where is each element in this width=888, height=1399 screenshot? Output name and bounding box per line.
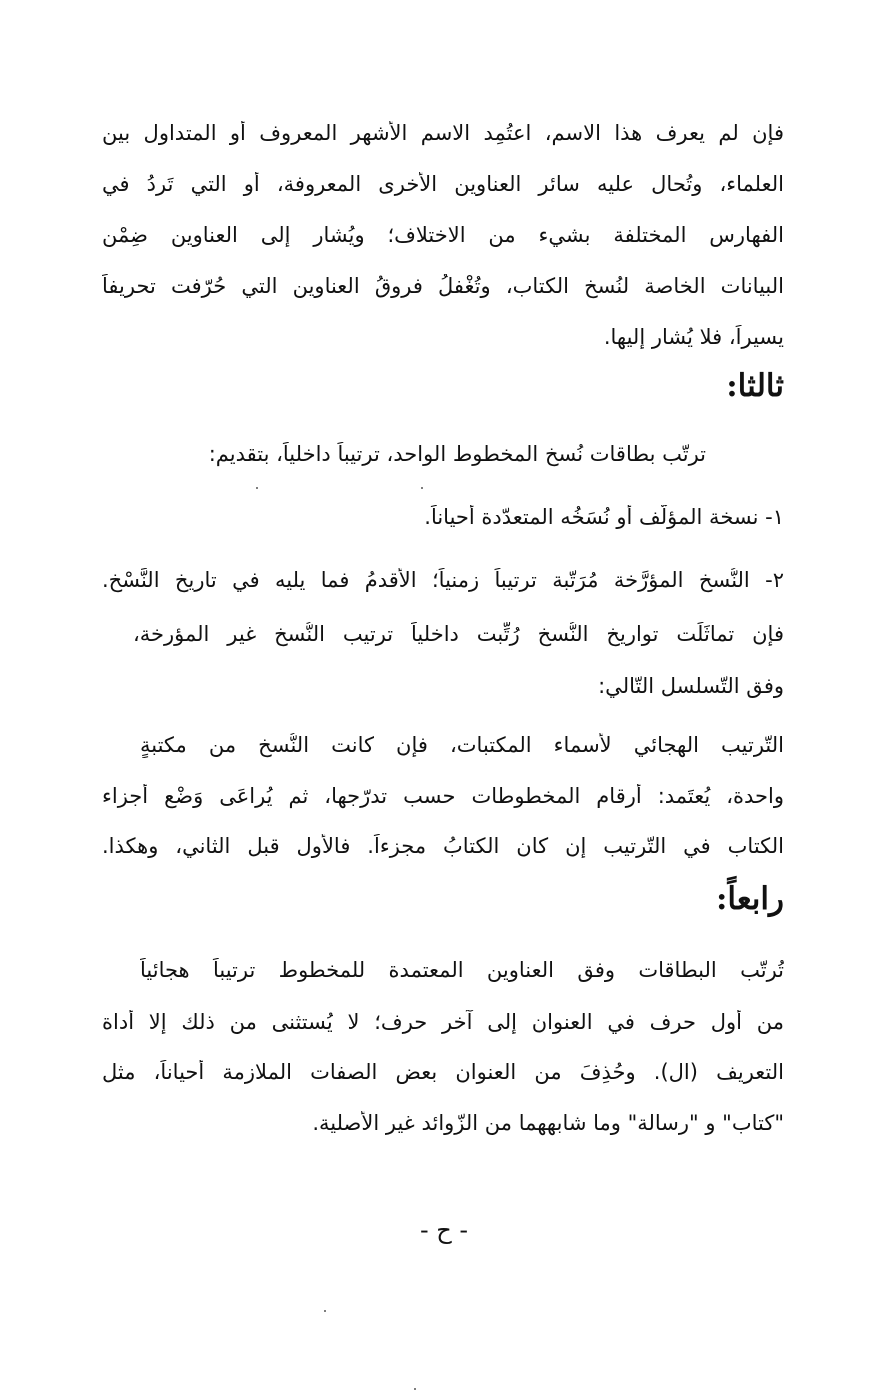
list-item-2-line-3: وفق التّسلسل التّالي:: [598, 674, 784, 698]
paragraph-4-line-3: التعريف (ال). وحُذِفَ من العنوان بعض الصفات الملازمة أحياناً، مثل: [102, 1060, 784, 1084]
scan-speck: [324, 1310, 326, 1312]
paragraph-4-line-2: من أول حرف في العنوان إلى آخر حرف؛ لا يُستثنى من ذلك إلا أداة: [102, 1010, 784, 1034]
scan-speck: [421, 487, 423, 489]
paragraph-1-line-4: البيانات الخاصة لنُسخ الكتاب، وتُغْفلُ فروقُ العناوين التي حُرّفت تحريفاً: [102, 274, 784, 298]
scan-speck: [414, 1388, 416, 1390]
scan-speck: [256, 487, 258, 489]
paragraph-3-line-3: الكتاب في التّرتيب إن كان الكتابُ مجزءاً. فالأول قبل الثاني، وهكذا.: [102, 834, 784, 858]
list-item-2-line-1: ٢- النُّسخ المؤرَّخة مُرَتّبة ترتيباً زمنياً؛ الأقدمُ فما يليه في تاريخ النَّسْخ.: [102, 568, 784, 592]
paragraph-1-line-2: العلماء، وتُحال عليه سائر العناوين الأخرى المعروفة، أو التي تَردُ في: [102, 172, 784, 196]
section-heading-third: ثالثا:: [726, 368, 784, 404]
paragraph-3-line-2: واحدة، يُعتَمد: أرقام المخطوطات حسب تدرّجها، ثم يُراعَى وَضْع أجزاء: [102, 784, 784, 808]
paragraph-1-line-3: الفهارس المختلفة بشيء من الاختلاف؛ ويُشار إلى العناوين ضِمْن: [102, 223, 784, 247]
paragraph-1-line-5: يسيراً، فلا يُشار إليها.: [603, 325, 784, 349]
page-number: - ح -: [419, 1216, 469, 1244]
paragraph-3-line-1: التّرتيب الهجائي لأسماء المكتبات، فإن كانت النُّسخ من مكتبةٍ: [140, 733, 784, 757]
list-item-2-line-2: فإن تماثَلَت تواريخ النُّسخ رُتِّبت داخلياً ترتيب النُّسخ غير المؤرخة،: [133, 622, 784, 646]
paragraph-2-intro: ترتّب بطاقات نُسخ المخطوط الواحد، ترتيباً داخلياً، بتقديم:: [208, 442, 706, 466]
paragraph-1-line-1: فإن لم يعرف هذا الاسم، اعتُمِد الاسم الأشهر المعروف أو المتداول بين: [102, 121, 784, 145]
list-item-1: ١- نسخة المؤلّف أو نُسَخُه المتعدّدة أحياناً.: [424, 505, 784, 529]
section-heading-fourth: رابعاً:: [715, 881, 784, 917]
paragraph-4-line-4: "كتاب" و "رسالة" وما شابههما من الزّوائد غير الأصلية.: [312, 1111, 784, 1135]
paragraph-4-line-1: تُرتّب البطاقات وفق العناوين المعتمدة للمخطوط ترتيباً هجائياً: [140, 958, 784, 982]
